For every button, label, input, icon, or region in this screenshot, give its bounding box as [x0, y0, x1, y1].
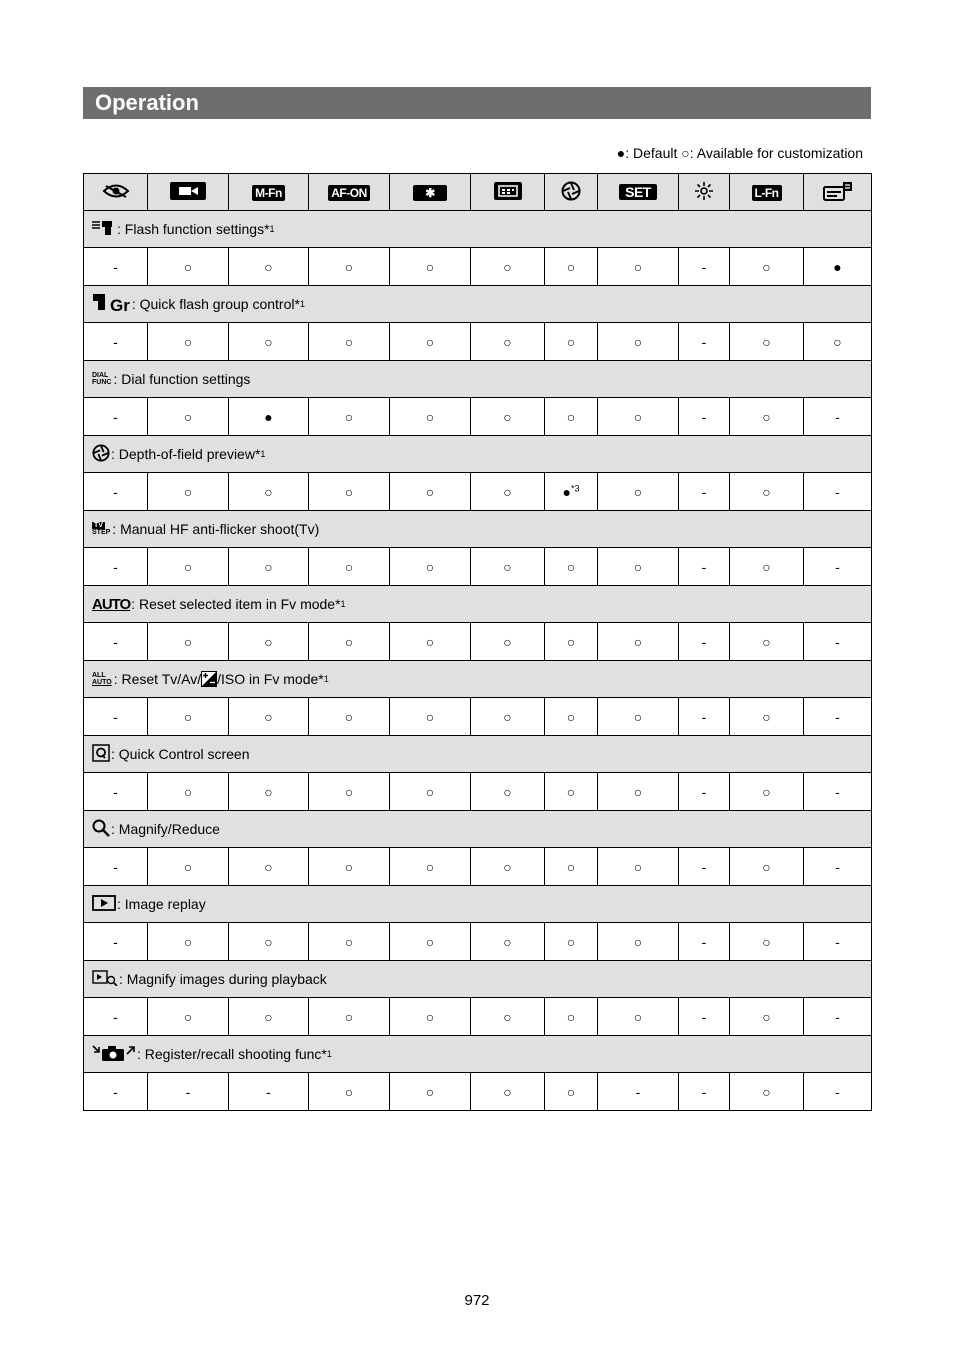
- value-cell: ○: [598, 548, 679, 586]
- function-label-text: : Quick flash group control*: [131, 296, 300, 312]
- value-cell: ○: [471, 923, 545, 961]
- value-cell: ○: [545, 698, 598, 736]
- function-label-row: [84, 661, 872, 698]
- value-cell: ○: [730, 473, 804, 511]
- value-cell: ○: [148, 548, 229, 586]
- function-label-cell: [84, 886, 872, 923]
- value-cell: ○: [471, 848, 545, 886]
- value-cell: -: [804, 548, 872, 586]
- function-label-cell: [84, 286, 872, 323]
- function-label: [84, 970, 327, 989]
- value-cell: ○: [804, 323, 872, 361]
- value-cell: ○: [390, 248, 471, 286]
- value-cell: -: [679, 323, 730, 361]
- value-cell: ○: [598, 923, 679, 961]
- value-cell: ○: [730, 248, 804, 286]
- function-values-row: [84, 548, 872, 586]
- function-label-text: : Flash function settings*: [117, 221, 270, 237]
- function-label: [84, 371, 250, 387]
- function-label-text: : Magnify/Reduce: [111, 821, 220, 837]
- auto-icon: AUTO: [92, 595, 131, 613]
- value-cell: ○: [148, 248, 229, 286]
- function-label-row: [84, 286, 872, 323]
- value-cell: ○: [730, 773, 804, 811]
- dof-preview-icon: [92, 444, 110, 465]
- flash-function-icon: [92, 220, 116, 239]
- function-values-row: [84, 623, 872, 661]
- function-label-text: : Magnify images during playback: [119, 971, 327, 987]
- value-cell: ○: [309, 548, 390, 586]
- function-values-row: [84, 323, 872, 361]
- value-cell: -: [84, 1073, 148, 1111]
- value-cell: ○: [390, 848, 471, 886]
- value-cell: ○: [309, 998, 390, 1036]
- value-cell: ○: [390, 398, 471, 436]
- value-cell: -: [679, 1073, 730, 1111]
- value-cell: ●: [804, 248, 872, 286]
- function-label-cell: [84, 511, 872, 548]
- value-cell: ○: [390, 473, 471, 511]
- function-label-cell: [84, 811, 872, 848]
- value-cell: ○: [148, 998, 229, 1036]
- function-label-text: : Image replay: [117, 896, 206, 912]
- value-cell: ○: [730, 623, 804, 661]
- section-title-bar: [83, 87, 871, 119]
- function-label-row: [84, 211, 872, 248]
- value-cell: -: [804, 473, 872, 511]
- value-cell: ○: [545, 623, 598, 661]
- function-label-row: [84, 1036, 872, 1073]
- value-cell: ○: [545, 248, 598, 286]
- value-cell: ○: [309, 773, 390, 811]
- function-label-cell: [84, 661, 872, 698]
- function-label-row: [84, 436, 872, 473]
- value-cell: -: [804, 848, 872, 886]
- value-cell: -: [84, 773, 148, 811]
- function-label-cell: [84, 361, 872, 398]
- value-cell: ○: [390, 698, 471, 736]
- value-cell: ○: [598, 398, 679, 436]
- value-cell: ○: [471, 1073, 545, 1111]
- function-label: Gr : Quick flash group control* 1: [84, 293, 305, 316]
- value-cell: ○: [148, 923, 229, 961]
- column-af-on: [309, 174, 390, 211]
- function-label-cell: [84, 961, 872, 998]
- value-cell: -: [804, 623, 872, 661]
- function-label: : Flash function settings* 1: [84, 220, 275, 239]
- value-cell: -: [679, 248, 730, 286]
- function-label-row: [84, 361, 872, 398]
- value-cell: ○: [545, 1073, 598, 1111]
- value-cell: ○: [229, 923, 309, 961]
- value-cell: ○: [309, 698, 390, 736]
- value-cell: ●: [229, 398, 309, 436]
- value-cell: ○: [730, 1073, 804, 1111]
- function-label-cell: [84, 586, 872, 623]
- quick-control-icon: [92, 744, 110, 765]
- value-cell: -: [229, 1073, 309, 1111]
- column-flash: [804, 174, 872, 211]
- value-cell: ○: [471, 323, 545, 361]
- playback-icon: [92, 895, 116, 914]
- function-values-row: [84, 248, 872, 286]
- value-cell: ○: [390, 998, 471, 1036]
- value-cell: -: [804, 1073, 872, 1111]
- value-cell: ○: [229, 998, 309, 1036]
- column-dof-preview: [545, 174, 598, 211]
- value-cell: ○: [229, 323, 309, 361]
- value-cell: ○: [598, 473, 679, 511]
- value-cell: ○: [148, 623, 229, 661]
- value-cell: -: [84, 698, 148, 736]
- column-af-point: [471, 174, 545, 211]
- value-cell: -: [679, 473, 730, 511]
- set-button-icon: SET: [619, 184, 657, 200]
- value-cell: ○: [229, 623, 309, 661]
- function-label: : Depth-of-field preview* 1: [84, 444, 265, 465]
- function-label: ALL AUTO : Reset Tv/Av/ /ISO in Fv mode* 1: [92, 671, 329, 687]
- column-eye-cup: [84, 174, 148, 211]
- exposure-comp-icon: [201, 671, 217, 687]
- value-cell: ○: [148, 398, 229, 436]
- value-cell: -: [84, 248, 148, 286]
- function-label: AUTO : Reset selected item in Fv mode* 1: [92, 595, 346, 613]
- function-values-row: [84, 473, 872, 511]
- value-cell: -: [679, 623, 730, 661]
- value-cell: -: [84, 848, 148, 886]
- value-cell: ○: [471, 773, 545, 811]
- value-cell: ○: [471, 473, 545, 511]
- value-cell: ○: [390, 1073, 471, 1111]
- function-values-row: [84, 773, 872, 811]
- magnify-icon: [92, 819, 110, 840]
- value-cell: ○: [390, 773, 471, 811]
- column-ae-lock: [390, 174, 471, 211]
- column-multi-controller: [679, 174, 730, 211]
- value-cell: ○: [309, 248, 390, 286]
- function-label: [84, 819, 220, 840]
- ae-lock-button-icon: ✱: [413, 185, 447, 201]
- value-cell: ○: [148, 848, 229, 886]
- lens-fn-button-icon: L-Fn: [752, 185, 782, 201]
- function-label: [84, 895, 206, 914]
- value-cell: ○: [598, 848, 679, 886]
- value-cell: -: [84, 923, 148, 961]
- value-cell: -: [804, 773, 872, 811]
- column-m-fn: [229, 174, 309, 211]
- function-label-text: : Quick Control screen: [111, 746, 250, 762]
- value-cell: ○: [730, 998, 804, 1036]
- value-cell: ○: [148, 773, 229, 811]
- m-fn-button-icon: M-Fn: [252, 185, 285, 201]
- value-cell: ○: [471, 248, 545, 286]
- column-set: [598, 174, 679, 211]
- value-cell: ○: [730, 848, 804, 886]
- value-cell: ○: [545, 923, 598, 961]
- legend: ●: Default ○: Available for customization: [616, 145, 863, 161]
- value-cell: -: [804, 398, 872, 436]
- value-cell: -: [84, 323, 148, 361]
- function-values-row: [84, 923, 872, 961]
- value-cell: ○: [545, 398, 598, 436]
- function-label-text: : Depth-of-field preview*: [111, 446, 261, 462]
- value-cell: -: [679, 998, 730, 1036]
- value-cell: -: [84, 473, 148, 511]
- function-label: : Register/recall shooting func* 1: [84, 1044, 332, 1065]
- value-cell: ○: [471, 698, 545, 736]
- tv-step-icon: TV STEP: [92, 522, 111, 536]
- dof-preview-button-icon: [561, 181, 581, 201]
- value-cell: -: [679, 773, 730, 811]
- value-cell: ○: [545, 773, 598, 811]
- function-values-row: [84, 848, 872, 886]
- value-cell: ○: [309, 848, 390, 886]
- function-label: [84, 521, 319, 537]
- function-values-row: [84, 398, 872, 436]
- value-cell: ○: [390, 323, 471, 361]
- function-label-text: : Manual HF anti-flicker shoot(Tv): [112, 521, 320, 537]
- value-cell: -: [148, 1073, 229, 1111]
- movie-button-icon: [170, 182, 206, 200]
- value-cell: ○: [309, 623, 390, 661]
- value-cell: ○: [471, 398, 545, 436]
- af-point-button-icon: [494, 182, 522, 200]
- af-on-button-icon: AF-ON: [328, 185, 370, 201]
- value-cell: ○: [598, 698, 679, 736]
- value-cell: ○: [229, 698, 309, 736]
- value-cell: ○: [229, 773, 309, 811]
- playback-magnify-icon: [92, 970, 118, 989]
- value-cell: ○: [598, 773, 679, 811]
- function-label-cell: [84, 736, 872, 773]
- register-recall-icon: [92, 1044, 136, 1065]
- function-label-row: [84, 511, 872, 548]
- function-label-text: : Reset selected item in Fv mode*: [131, 596, 341, 612]
- value-cell: ○: [730, 548, 804, 586]
- value-cell: ○: [730, 398, 804, 436]
- value-cell: ○: [598, 623, 679, 661]
- value-cell: ○: [148, 473, 229, 511]
- function-label-text: : Register/recall shooting func*: [137, 1046, 327, 1062]
- value-cell: ○: [545, 323, 598, 361]
- value-cell: -: [804, 998, 872, 1036]
- value-cell: ○: [390, 923, 471, 961]
- value-cell: ○: [309, 473, 390, 511]
- function-label-row: [84, 886, 872, 923]
- function-label-row: [84, 811, 872, 848]
- value-cell: -: [679, 698, 730, 736]
- function-values-row: [84, 998, 872, 1036]
- value-cell: ○: [545, 548, 598, 586]
- value-cell: ○: [309, 923, 390, 961]
- value-cell: -: [804, 923, 872, 961]
- function-label-text: : Reset Tv/Av/: [113, 671, 202, 687]
- value-cell: ○: [390, 623, 471, 661]
- value-cell: -: [84, 623, 148, 661]
- dial-func-icon: DIAL FUNC: [92, 372, 112, 386]
- value-cell: ○: [598, 998, 679, 1036]
- function-label-text: : Dial function settings: [113, 371, 251, 387]
- value-cell: ○: [471, 548, 545, 586]
- operation-table: [83, 173, 872, 1111]
- section-title: Operation: [95, 90, 199, 115]
- value-cell: ○: [229, 548, 309, 586]
- column-lens-fn: [730, 174, 804, 211]
- page-number: 972: [464, 1292, 490, 1309]
- all-auto-icon: ALL AUTO: [92, 672, 112, 686]
- value-cell: -: [804, 698, 872, 736]
- value-cell: -: [84, 398, 148, 436]
- function-label-row: [84, 586, 872, 623]
- function-label-text-2: /ISO in Fv mode*: [217, 671, 324, 687]
- value-cell: ○: [309, 1073, 390, 1111]
- function-label: [84, 744, 250, 765]
- column-movie: [148, 174, 229, 211]
- function-label-cell: [84, 1036, 872, 1073]
- function-label-row: [84, 961, 872, 998]
- value-cell: -: [679, 548, 730, 586]
- quick-flash-group-icon: Gr: [92, 293, 131, 316]
- value-cell: ○: [730, 923, 804, 961]
- value-cell: ○: [309, 323, 390, 361]
- function-label-cell: [84, 436, 872, 473]
- value-cell: -: [598, 1073, 679, 1111]
- value-cell: ○: [598, 248, 679, 286]
- value-cell: ○: [730, 698, 804, 736]
- value-cell: ○: [390, 548, 471, 586]
- value-cell: ○: [598, 323, 679, 361]
- value-cell: ○: [471, 623, 545, 661]
- flash-button-icon: [823, 181, 853, 201]
- value-cell: ○: [545, 848, 598, 886]
- value-cell: ○: [229, 848, 309, 886]
- button-header-row: [84, 174, 872, 211]
- function-values-row: [84, 698, 872, 736]
- value-cell: ○: [148, 698, 229, 736]
- value-cell: ○: [545, 998, 598, 1036]
- value-cell: -: [679, 923, 730, 961]
- value-cell: -: [84, 548, 148, 586]
- value-cell: ○: [229, 248, 309, 286]
- multi-controller-icon: [695, 182, 713, 200]
- function-label-row: [84, 736, 872, 773]
- function-label-cell: [84, 211, 872, 248]
- value-cell: ●$^{*3}$: [545, 473, 598, 511]
- value-cell: ○: [148, 323, 229, 361]
- value-cell: -: [679, 398, 730, 436]
- value-cell: -: [84, 998, 148, 1036]
- value-cell: ○: [730, 323, 804, 361]
- value-cell: ○: [309, 398, 390, 436]
- eye-cup-icon: [102, 182, 130, 200]
- value-cell: -: [679, 848, 730, 886]
- value-cell: ○: [471, 998, 545, 1036]
- function-values-row: [84, 1073, 872, 1111]
- value-cell: ○: [229, 473, 309, 511]
